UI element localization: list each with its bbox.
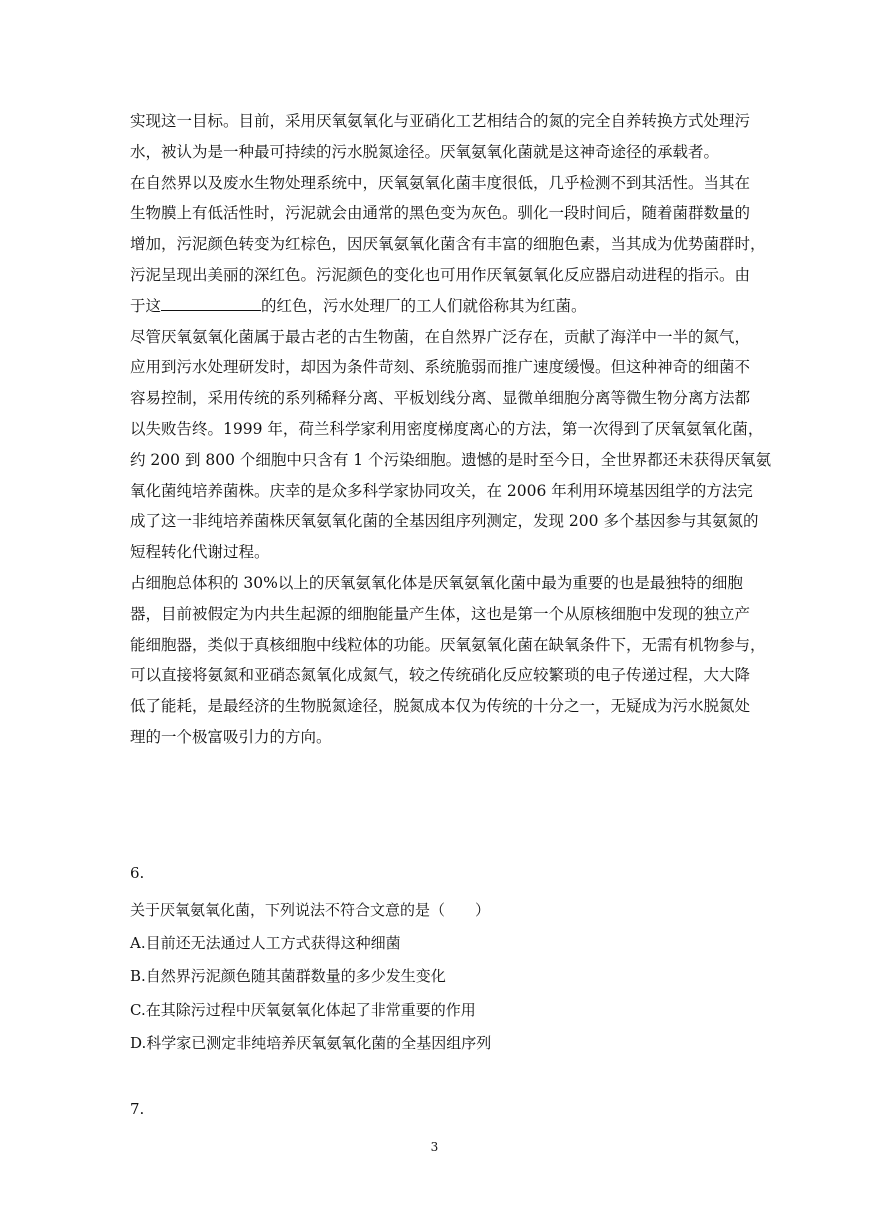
passage-line: 可以直接将氨氮和亚硝态氮氧化成氮气，较之传统硝化反应较繁琐的电子传递过程，大大降 — [130, 666, 751, 685]
passage-line: 以失败告终。1999 年，荷兰科学家利用密度梯度离心的方法，第一次得到了厌氧氨氧化菌， — [130, 419, 764, 438]
passage-fragment: 的红色，污水处理厂的工人们就俗称其为红菌。 — [261, 296, 587, 315]
passage-line: 短程转化代谢过程。 — [130, 543, 270, 562]
passage-line: 理的一个极富吸引力的方向。 — [130, 727, 332, 746]
passage-line: 增加，污泥颜色转变为红棕色，因厌氧氨氧化菌含有丰富的细胞色素，当其成为优势菌群时， — [130, 235, 766, 254]
passage-line: 器，目前被假定为内共生起源的细胞能量产生体，这也是第一个从原核细胞中发现的独立产 — [130, 604, 751, 623]
passage-fragment: 于这 — [130, 296, 162, 315]
question-7-number: 7. — [130, 1100, 145, 1118]
fill-in-blank — [161, 293, 261, 311]
passage-line: 实现这一目标。目前，采用厌氧氨氧化与亚硝化工艺相结合的氮的完全自养转换方式处理污 — [130, 112, 751, 130]
passage-line: 尽管厌氧氨氧化菌属于最古老的古生物菌，在自然界广泛存在，贡献了海洋中一半的氮气， — [130, 327, 751, 346]
question-6-stem: 关于厌氧氨氧化菌，下列说法不符合文意的是（ ） — [130, 901, 491, 919]
passage-line: 生物膜上有低活性时，污泥就会由通常的黑色变为灰色。驯化一段时间后，随着菌群数量的 — [130, 204, 751, 223]
passage-line-with-blank — [130, 291, 770, 322]
passage — [130, 106, 770, 753]
question-6-option-c: C.在其除污过程中厌氧氨氧化体起了非常重要的作用 — [130, 1001, 476, 1019]
passage-line: 低了能耗，是最经济的生物脱氮途径，脱氮成本仅为传统的十分之一，无疑成为污水脱氮处 — [130, 697, 751, 716]
question-6-option-d: D.科学家已测定非纯培养厌氧氨氧化菌的全基因组序列 — [130, 1034, 492, 1052]
passage-line: 容易控制，采用传统的系列稀释分离、平板划线分离、显微单细胞分离等微生物分离方法都 — [130, 389, 751, 408]
passage-line: 应用到污水处理研发时，却因为条件苛刻、系统脆弱而推广速度缓慢。但这种神奇的细菌不 — [130, 358, 751, 377]
passage-line: 成了这一非纯培养菌株厌氧氨氧化菌的全基因组序列测定，发现 200 多个基因参与其氨氮的 — [130, 512, 759, 531]
passage-line: 能细胞器，类似于真核细胞中线粒体的功能。厌氧氨氧化菌在缺氧条件下，无需有机物参与， — [130, 635, 766, 654]
question-6-number: 6. — [130, 864, 145, 882]
question-6-option-a: A.目前还无法通过人工方式获得这种细菌 — [130, 934, 401, 952]
question-6-option-b: B.自然界污泥颜色随其菌群数量的多少发生变化 — [130, 967, 446, 985]
passage-line: 约 200 到 800 个细胞中只含有 1 个污染细胞。遗憾的是时至今日，全世界都还未获得厌氧氨 — [130, 450, 772, 469]
passage-line: 氧化菌纯培养菌株。庆幸的是众多科学家协同攻关，在 2006 年利用环境基因组学的方法完 — [130, 481, 753, 500]
passage-line: 在自然界以及废水生物处理系统中，厌氧氨氧化菌丰度很低，几乎检测不到其活性。当其在 — [130, 173, 751, 192]
passage-line: 水，被认为是一种最可持续的污水脱氮途径。厌氧氨氧化菌就是这神奇途径的承载者。 — [130, 142, 720, 161]
passage-line: 污泥呈现出美丽的深红色。污泥颜色的变化也可用作厌氧氨氧化反应器启动进程的指示。由 — [130, 265, 751, 284]
page-number: 3 — [430, 1140, 439, 1154]
passage-line: 占细胞总体积的 30%以上的厌氧氨氧化体是厌氧氨氧化菌中最为重要的也是最独特的细胞 — [130, 573, 743, 592]
